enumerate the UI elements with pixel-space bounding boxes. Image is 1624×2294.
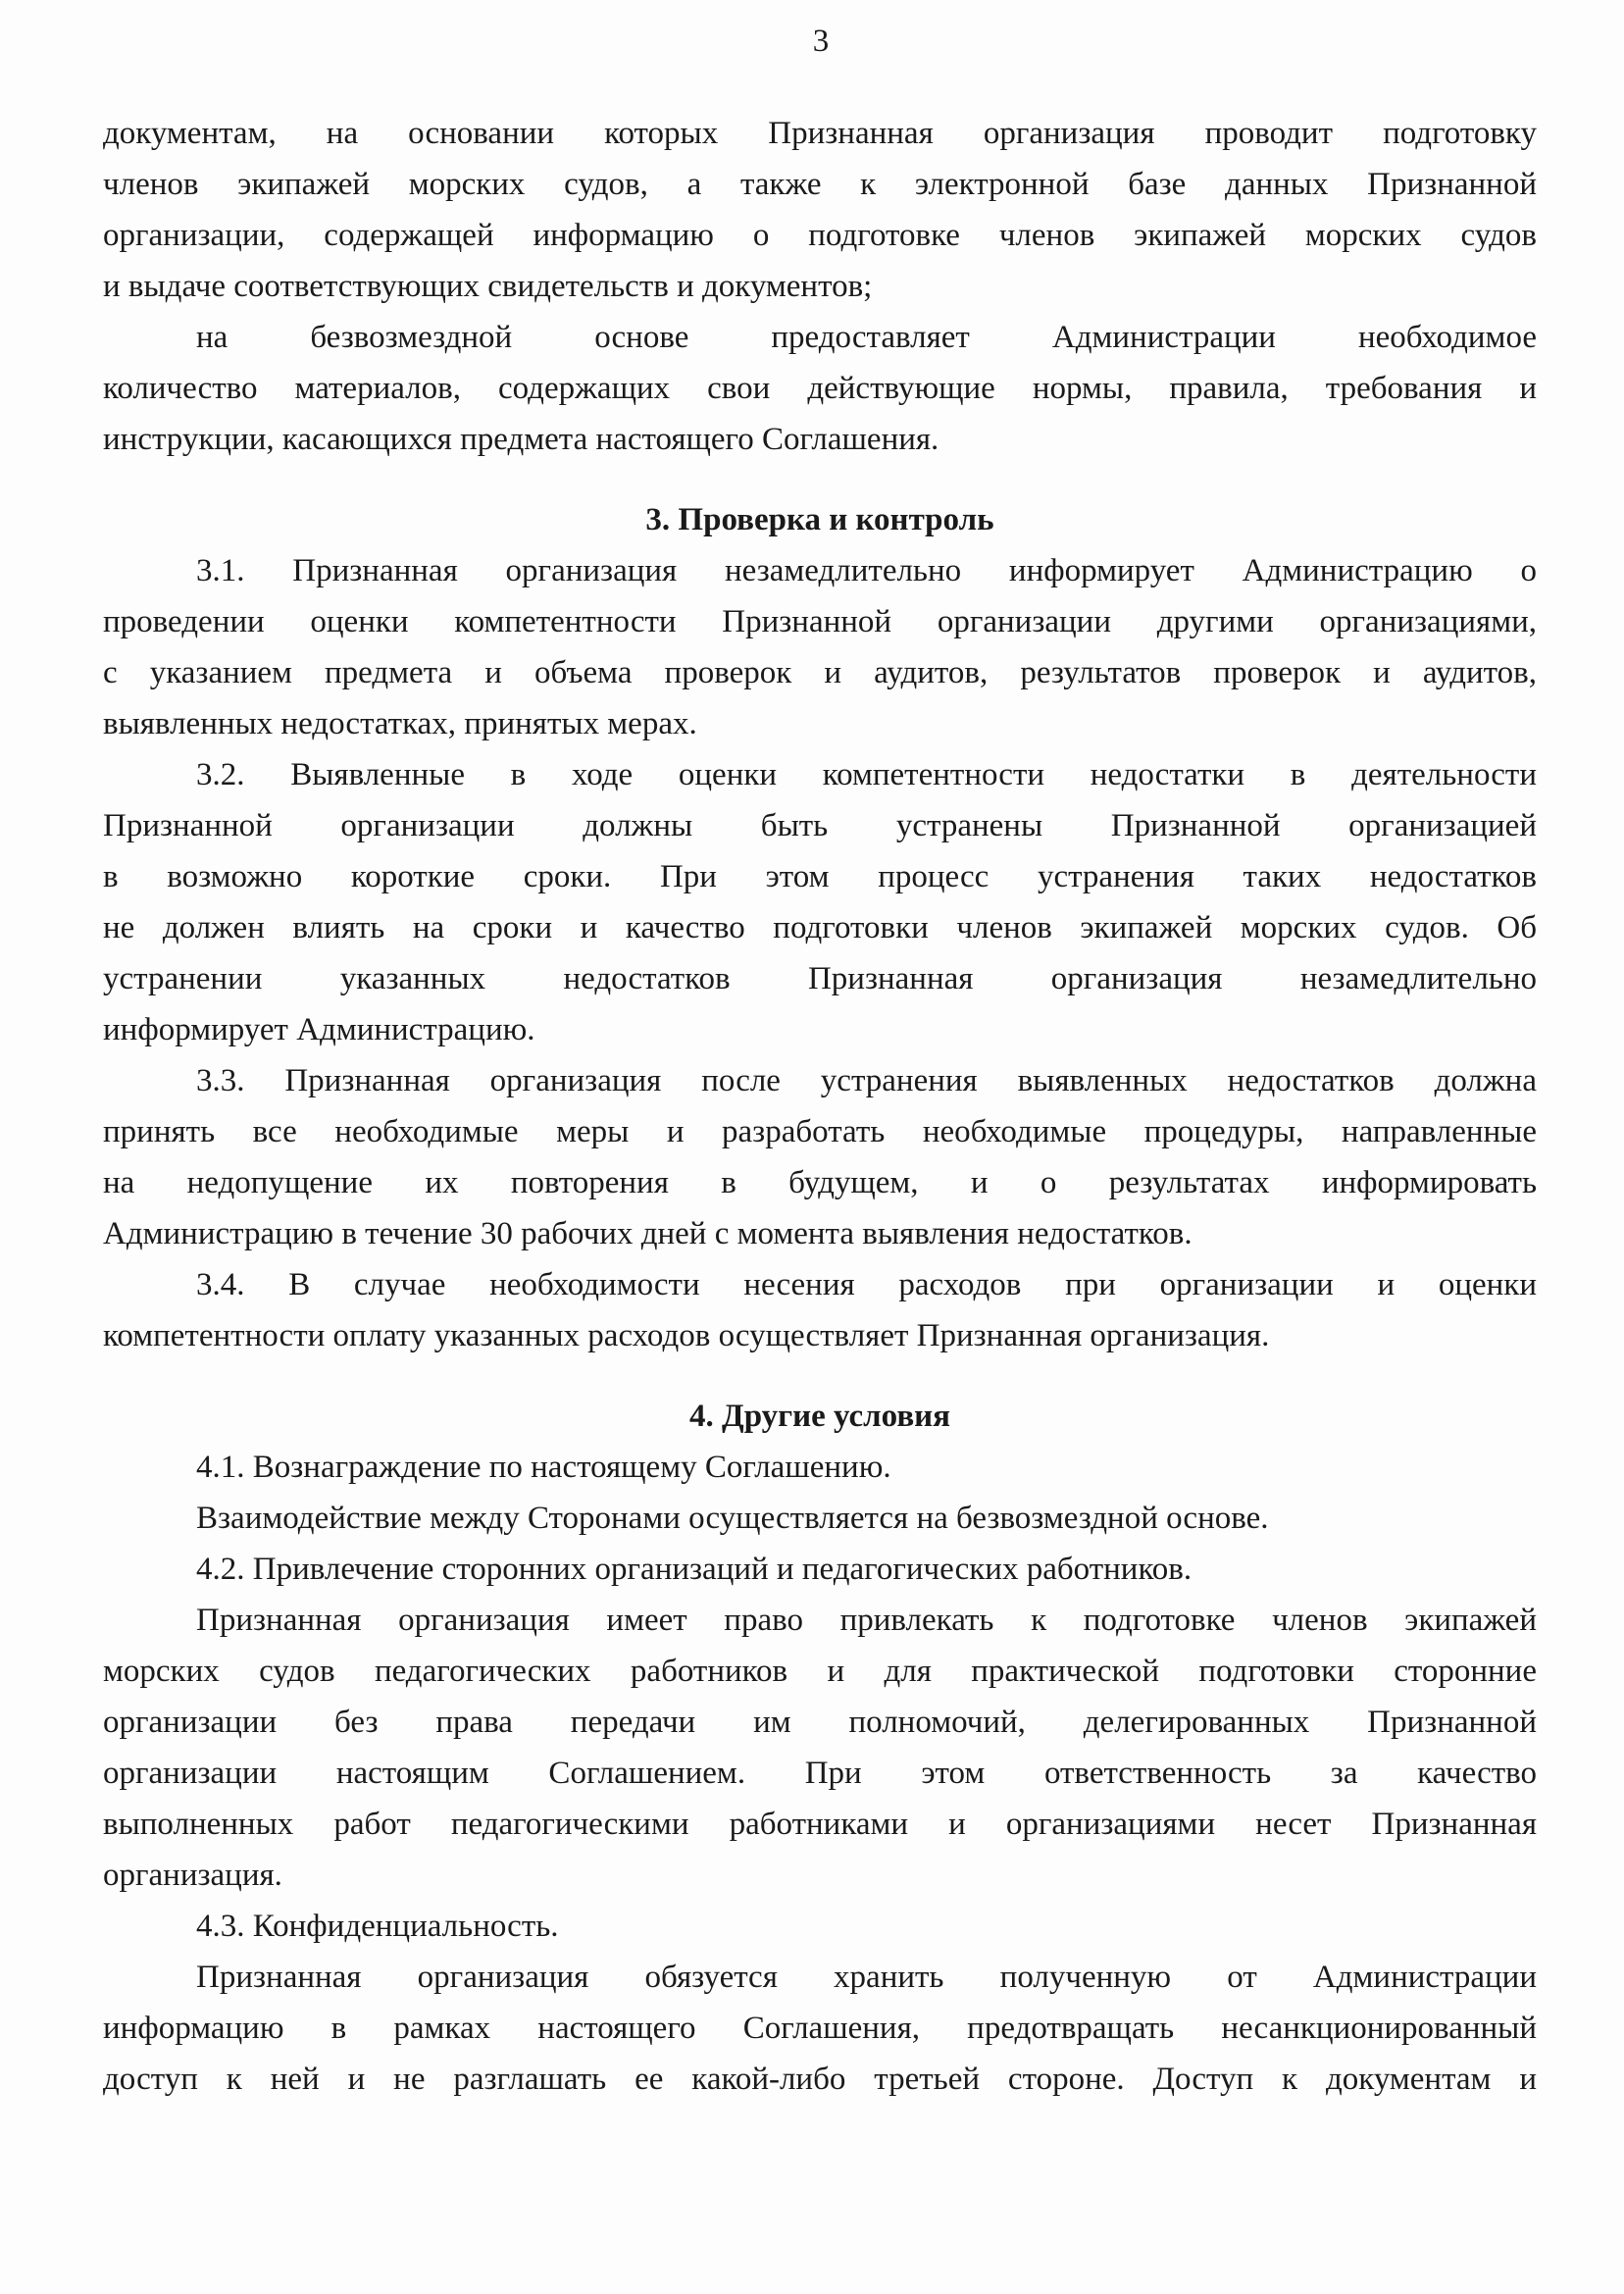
text-line: проведении оценки компетентности Признанной организации другими организациями,: [103, 604, 1537, 639]
paragraph-free-basis: [103, 312, 1537, 465]
text-line: 4.2. Привлечение сторонних организаций и педагогических работников.: [196, 1552, 1193, 1587]
text-line: 3.1. Признанная организация незамедлительно информирует Администрацию о: [196, 553, 1537, 588]
paragraph-4-1-body: [103, 1493, 1537, 1544]
text-line: информирует Администрацию.: [103, 1012, 535, 1047]
text-line: и выдаче соответствующих свидетельств и документов;: [103, 269, 873, 304]
text-line: 3.3. Признанная организация после устранения выявленных недостатков должна: [196, 1063, 1537, 1098]
text-line: 3.4. В случае необходимости несения расходов при организации и оценки: [196, 1267, 1537, 1302]
text-line: на недопущение их повторения в будущем, и о результатах информировать: [103, 1165, 1537, 1200]
paragraph-3-2: [103, 749, 1537, 1055]
text-line: организация.: [103, 1858, 282, 1893]
text-line: устранении указанных недостатков Признанная организация незамедлительно: [103, 961, 1537, 996]
text-line: принять все необходимые меры и разработать необходимые процедуры, направленные: [103, 1114, 1537, 1149]
text-line: компетентности оплату указанных расходов осуществляет Признанная организация.: [103, 1318, 1270, 1353]
paragraph-3-4: [103, 1259, 1537, 1361]
paragraph-4-1-title: [103, 1442, 1537, 1493]
text-line: количество материалов, содержащих свои действующие нормы, правила, требования и: [103, 371, 1537, 406]
page-number: 3: [812, 24, 830, 59]
text-line: организации без права передачи им полномочий, делегированных Признанной: [103, 1705, 1537, 1740]
paragraph-3-1: [103, 545, 1537, 749]
text-line: на безвозмездной основе предоставляет Администрации необходимое: [196, 320, 1537, 355]
text-line: организации настоящим Соглашением. При этом ответственность за качество: [103, 1756, 1537, 1791]
text-line: выполненных работ педагогическими работниками и организациями несет Признанная: [103, 1807, 1537, 1842]
document-body: [103, 108, 1537, 2105]
text-line: инструкции, касающихся предмета настоящего Соглашения.: [103, 422, 939, 457]
text-line: выявленных недостатках, принятых мерах.: [103, 706, 697, 741]
paragraph-continuation: [103, 108, 1537, 312]
text-line: в возможно короткие сроки. При этом процесс устранения таких недостатков: [103, 859, 1537, 894]
text-line: Взаимодействие между Сторонами осуществляется на безвозмездной основе.: [196, 1501, 1269, 1536]
paragraph-4-2-body: [103, 1595, 1537, 1901]
text-line: не должен влиять на сроки и качество подготовки членов экипажей морских судов. Об: [103, 910, 1537, 945]
text-line: документам, на основании которых Признанная организация проводит подготовку: [103, 116, 1537, 151]
section-heading-4: 4. Другие условия: [688, 1399, 951, 1434]
section-heading-3: 3. Проверка и контроль: [645, 502, 994, 537]
text-line: с указанием предмета и объема проверок и аудитов, результатов проверок и аудитов,: [103, 655, 1537, 690]
paragraph-4-3-title: [103, 1901, 1537, 1952]
paragraph-4-3-body: [103, 1952, 1537, 2105]
text-line: 4.1. Вознаграждение по настоящему Соглашению.: [196, 1450, 891, 1485]
text-line: 3.2. Выявленные в ходе оценки компетентности недостатки в деятельности: [196, 757, 1537, 792]
text-line: Признанная организация имеет право привлекать к подготовке членов экипажей: [196, 1603, 1537, 1638]
text-line: доступ к ней и не разглашать ее какой-либо третьей стороне. Доступ к документам и: [103, 2062, 1537, 2097]
text-line: Признанной организации должны быть устранены Признанной организацией: [103, 808, 1537, 843]
text-line: Администрацию в течение 30 рабочих дней с момента выявления недостатков.: [103, 1216, 1193, 1251]
text-line: организации, содержащей информацию о подготовке членов экипажей морских судов: [103, 218, 1537, 253]
text-line: Признанная организация обязуется хранить полученную от Администрации: [196, 1960, 1537, 1995]
text-line: 4.3. Конфиденциальность.: [196, 1909, 559, 1944]
text-line: членов экипажей морских судов, а также к электронной базе данных Признанной: [103, 167, 1537, 202]
paragraph-3-3: [103, 1055, 1537, 1259]
text-line: морских судов педагогических работников и для практической подготовки сторонние: [103, 1654, 1537, 1689]
paragraph-4-2-title: [103, 1544, 1537, 1595]
text-line: информацию в рамках настоящего Соглашения, предотвращать несанкционированный: [103, 2011, 1537, 2046]
